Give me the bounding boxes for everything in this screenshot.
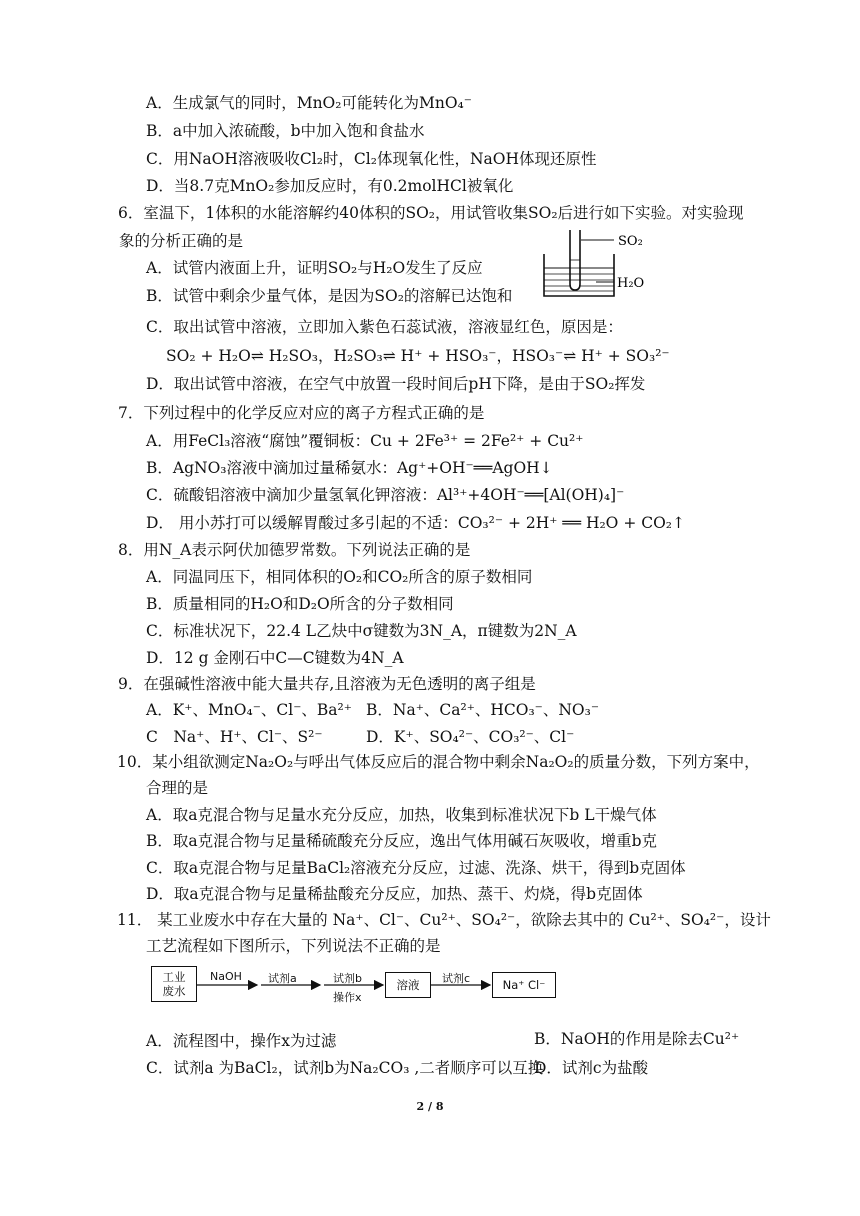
q10-option-b: B．取a克混合物与足量稀硫酸充分反应，逸出气体用碱石灰吸收，增重b克 — [146, 832, 658, 850]
q7-option-c: C．硫酸铝溶液中滴加少量氢氧化钾溶液：Al³⁺+4OH⁻══[Al(OH)₄]⁻ — [146, 486, 625, 504]
q7-stem: 7．下列过程中的化学反应对应的离子方程式正确的是 — [118, 404, 485, 422]
q10-option-d: D．取a克混合物与足量稀盐酸充分反应，加热、蒸干、灼烧，得b克固体 — [146, 885, 643, 903]
flow-box-wastewater: 工业 废水 — [151, 966, 197, 1002]
q9-option-d: D．K⁺、SO₄²⁻、CO₃²⁻、Cl⁻ — [366, 728, 575, 746]
q9-stem: 9．在强碱性溶液中能大量共存,且溶液为无色透明的离子组是 — [118, 675, 536, 693]
flow-label-reagent-b: 试剂b — [333, 972, 362, 985]
flow-label-naoh: NaOH — [210, 970, 242, 983]
q8-option-c: C．标准状况下，22.4 L乙炔中σ键数为3N_A，π键数为2N_A — [146, 622, 577, 640]
so2-label: SO₂ — [618, 234, 643, 249]
q5-option-b: B．a中加入浓硫酸，b中加入饱和食盐水 — [146, 122, 425, 140]
page-number: 2 / 8 — [416, 1100, 444, 1113]
q8-option-d: D．12 g 金刚石中C—C键数为4N_A — [146, 649, 404, 667]
q6-equation: SO₂ + H₂O⇌ H₂SO₃，H₂SO₃⇌ H⁺ + HSO₃⁻，HSO₃⁻⇌ H⁺ + SO₃²⁻ — [166, 347, 670, 365]
flow-box-solution: 溶液 — [385, 972, 431, 998]
q8-option-b: B．质量相同的H₂O和D₂O所含的分子数相同 — [146, 595, 454, 613]
q7-option-b: B．AgNO₃溶液中滴加过量稀氨水：Ag⁺+OH⁻══AgOH↓ — [146, 459, 553, 477]
q7-option-a: A．用FeCl₃溶液“腐蚀”覆铜板：Cu + 2Fe³⁺ = 2Fe²⁺ + Cu²⁺ — [146, 432, 584, 450]
flow-label-operation-x: 操作x — [333, 991, 362, 1004]
q5-option-c: C．用NaOH溶液吸收Cl₂时，Cl₂体现氧化性，NaOH体现还原性 — [146, 150, 597, 168]
h2o-label: H₂O — [617, 276, 645, 291]
q9-option-c: C Na⁺、H⁺、Cl⁻、S²⁻ — [146, 728, 323, 746]
flow-box-product: Na⁺ Cl⁻ — [492, 972, 556, 998]
q11-stem-cont: 工艺流程如下图所示，下列说法不正确的是 — [146, 937, 441, 955]
q11-option-b: B．NaOH的作用是除去Cu²⁺ — [534, 1030, 740, 1048]
q8-stem: 8．用N_A表示阿伏加德罗常数。下列说法正确的是 — [118, 541, 471, 559]
q10-stem: 10．某小组欲测定Na₂O₂与呼出气体反应后的混合物中剩余Na₂O₂的质量分数，下列方案中， — [117, 753, 760, 771]
q5-option-a: A．生成氯气的同时，MnO₂可能转化为MnO₄⁻ — [146, 94, 472, 112]
q8-option-a: A．同温同压下，相同体积的O₂和CO₂所含的原子数相同 — [146, 568, 533, 586]
flow-label-reagent-c: 试剂c — [442, 972, 471, 985]
q6-stem: 6．室温下，1体积的水能溶解约40体积的SO₂，用试管收集SO₂后进行如下实验。对实验现 — [118, 204, 744, 222]
q6-option-a: A．试管内液面上升，证明SO₂与H₂O发生了反应 — [146, 259, 483, 277]
q11-option-a: A．流程图中，操作x为过滤 — [146, 1032, 337, 1050]
test-tube-apparatus — [540, 224, 660, 304]
q6-option-d: D．取出试管中溶液，在空气中放置一段时间后pH下降，是由于SO₂挥发 — [146, 375, 646, 393]
flow-label-reagent-a: 试剂a — [268, 972, 297, 985]
q10-option-a: A．取a克混合物与足量水充分反应，加热，收集到标准状况下b L干燥气体 — [146, 806, 657, 824]
q6-option-c: C．取出试管中溶液，立即加入紫色石蕊试液，溶液显红色，原因是： — [146, 318, 623, 336]
q10-option-c: C．取a克混合物与足量BaCl₂溶液充分反应，过滤、洗涤、烘干，得到b克固体 — [146, 859, 686, 877]
q5-option-d: D．当8.7克MnO₂参加反应时，有0.2molHCl被氧化 — [146, 177, 514, 195]
q6-stem-cont: 象的分析正确的是 — [119, 232, 244, 250]
q6-option-b: B．试管中剩余少量气体，是因为SO₂的溶解已达饱和 — [146, 287, 513, 305]
q9-option-b: B．Na⁺、Ca²⁺、HCO₃⁻、NO₃⁻ — [366, 701, 600, 719]
q9-option-a: A．K⁺、MnO₄⁻、Cl⁻、Ba²⁺ — [146, 701, 352, 719]
q7-option-d: D． 用小苏打可以缓解胃酸过多引起的不适：CO₃²⁻ + 2H⁺ ══ H₂O + CO₂↑ — [146, 514, 685, 532]
q11-stem: 11． 某工业废水中存在大量的 Na⁺、Cl⁻、Cu²⁺、SO₄²⁻，欲除去其中的 Cu²⁺、SO₄²⁻，设计 — [117, 911, 771, 929]
q10-stem-cont: 合理的是 — [146, 779, 209, 797]
q11-option-c: C．试剂a 为BaCl₂，试剂b为Na₂CO₃ ,二者顺序可以互换 — [146, 1059, 544, 1077]
q11-option-d: D．试剂c为盐酸 — [534, 1059, 649, 1077]
